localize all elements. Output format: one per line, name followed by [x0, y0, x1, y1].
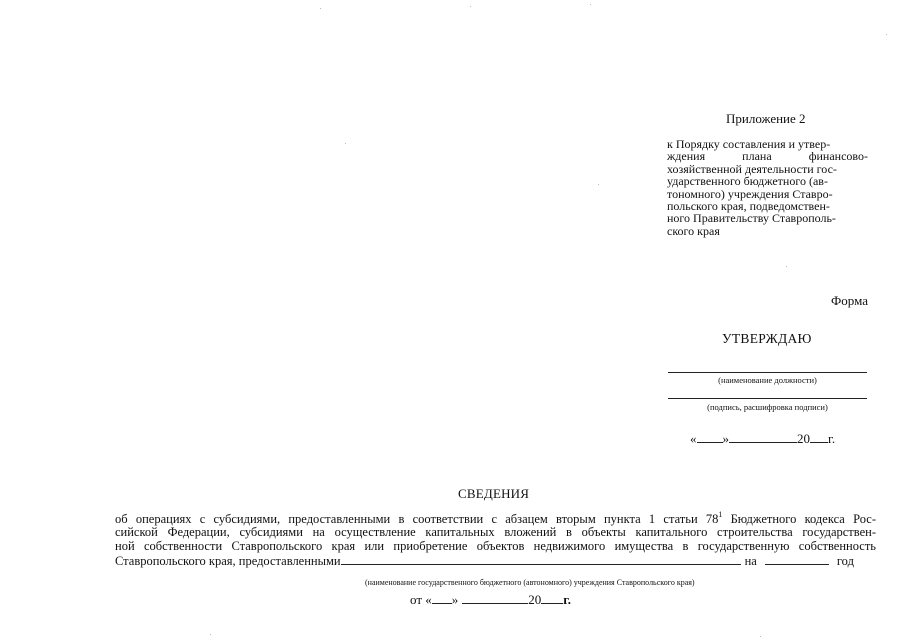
- appendix-line: польского края, подведомствен-: [667, 199, 830, 214]
- appendix-line: ждения плана финансово-: [667, 149, 868, 164]
- scan-speck: [598, 184, 599, 185]
- position-caption: (наименование должности): [718, 375, 817, 385]
- approval-title: УТВЕРЖДАЮ: [722, 331, 812, 346]
- document-title: СВЕДЕНИЯ: [458, 486, 530, 501]
- appendix-line: хозяйственной деятельности гос-: [667, 161, 837, 176]
- signature-line[interactable]: [668, 398, 867, 399]
- scan-speck: [760, 636, 761, 637]
- date-close-quote: »: [722, 431, 729, 446]
- day-blank[interactable]: [697, 430, 723, 443]
- body-text-segment: об операциях с субсидиями, предоставленными в соответствии с абзацем вторым пункта 1 статьи 78: [115, 512, 719, 526]
- appendix-reference: [667, 138, 868, 237]
- year-prefix: 20: [797, 431, 810, 446]
- scan-speck: [590, 4, 591, 5]
- body-line-2: сийской Федерации, субсидиями на осуществление капитальных вложений в объекты капитального строительства государствен-: [115, 525, 876, 540]
- institution-name-blank[interactable]: [341, 553, 741, 565]
- position-line[interactable]: [668, 372, 867, 373]
- scan-speck: [345, 143, 346, 144]
- appendix-title: Приложение 2: [726, 111, 806, 126]
- date-prefix: от «: [410, 592, 432, 607]
- year-blank[interactable]: [541, 591, 563, 604]
- appendix-line: к Порядку составления и утвер-: [667, 137, 831, 151]
- month-blank[interactable]: [729, 430, 797, 443]
- body-line-1: [115, 510, 876, 526]
- document-body: [115, 510, 876, 568]
- appendix-line: тономного) учреждения Ставро-: [667, 186, 833, 201]
- appendix-line: ударственного бюджетного (ав-: [667, 174, 828, 189]
- scan-speck: [320, 8, 321, 9]
- date-open-quote: «: [690, 431, 697, 446]
- appendix-line: ского края: [667, 223, 720, 238]
- appendix-line: ного Правительству Ставрополь-: [667, 211, 836, 226]
- year-prefix: 20: [528, 592, 542, 607]
- body-line-3: ной собственности Ставропольского края или приобретение объектов недвижимого имущества в государственную собственность: [115, 538, 876, 553]
- on-word: на: [744, 553, 757, 568]
- month-blank[interactable]: [462, 591, 528, 604]
- approval-date: [690, 430, 835, 447]
- date-close-quote: »: [451, 592, 459, 607]
- scan-speck: [886, 34, 887, 35]
- form-label: Форма: [831, 293, 868, 308]
- year-suffix: г.: [563, 592, 571, 607]
- body-line-4: [115, 553, 876, 568]
- scan-speck: [210, 634, 211, 635]
- date-blank[interactable]: [765, 553, 829, 565]
- year-word: год: [836, 553, 854, 568]
- year-blank[interactable]: [810, 430, 828, 443]
- signature-caption: (подпись, расшифровка подписи): [707, 402, 828, 412]
- scan-speck: [786, 266, 787, 267]
- day-blank[interactable]: [432, 591, 452, 604]
- year-suffix: г.: [828, 431, 836, 446]
- body-text-segment: Ставропольского края, предоставленными: [115, 553, 341, 568]
- body-text-segment: Бюджетного кодекса Рос-: [722, 512, 876, 526]
- institution-caption: (наименование государственного бюджетного (автономного) учреждения Ставропольского края): [365, 578, 695, 587]
- scan-speck: [470, 6, 471, 7]
- report-date: [410, 591, 571, 608]
- superscript: 1: [718, 510, 723, 519]
